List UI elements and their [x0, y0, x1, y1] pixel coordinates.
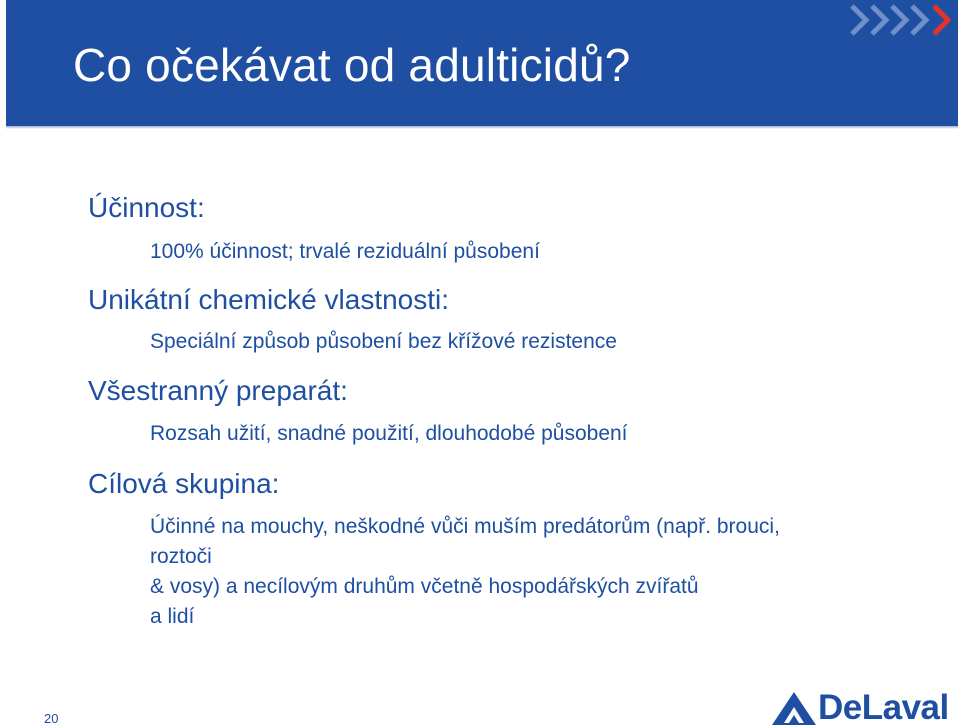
section-text: Rozsah užití, snadné použití, dlouhodobé působení [150, 422, 628, 445]
section-text: roztoči [150, 545, 212, 568]
section-heading-vlastnosti: Unikátní chemické vlastnosti: [88, 284, 450, 315]
slide-title: Co očekávat od adulticidů? [73, 39, 631, 91]
chevrons-right-icon [848, 2, 956, 42]
section-heading-skupina: Cílová skupina: [88, 468, 280, 499]
section-text: Speciální způsob působení bez křížové rezistence [150, 330, 617, 353]
section-text: a lidí [150, 605, 195, 628]
section-heading-preparat: Všestranný preparát: [88, 375, 348, 406]
section-heading-ucinnost: Účinnost: [88, 192, 205, 223]
section-text: Účinné na mouchy, neškodné vůči muším predátorům (např. brouci, [150, 515, 780, 538]
delaval-logo-text: DeLaval [818, 688, 949, 727]
section-text: 100% účinnost; trvalé reziduální působení [150, 240, 540, 263]
page-number: 20 [44, 711, 59, 726]
section-text: & vosy) a necílovým druhům včetně hospodářských zvířatů [150, 575, 699, 598]
banner-shadow [6, 126, 958, 129]
